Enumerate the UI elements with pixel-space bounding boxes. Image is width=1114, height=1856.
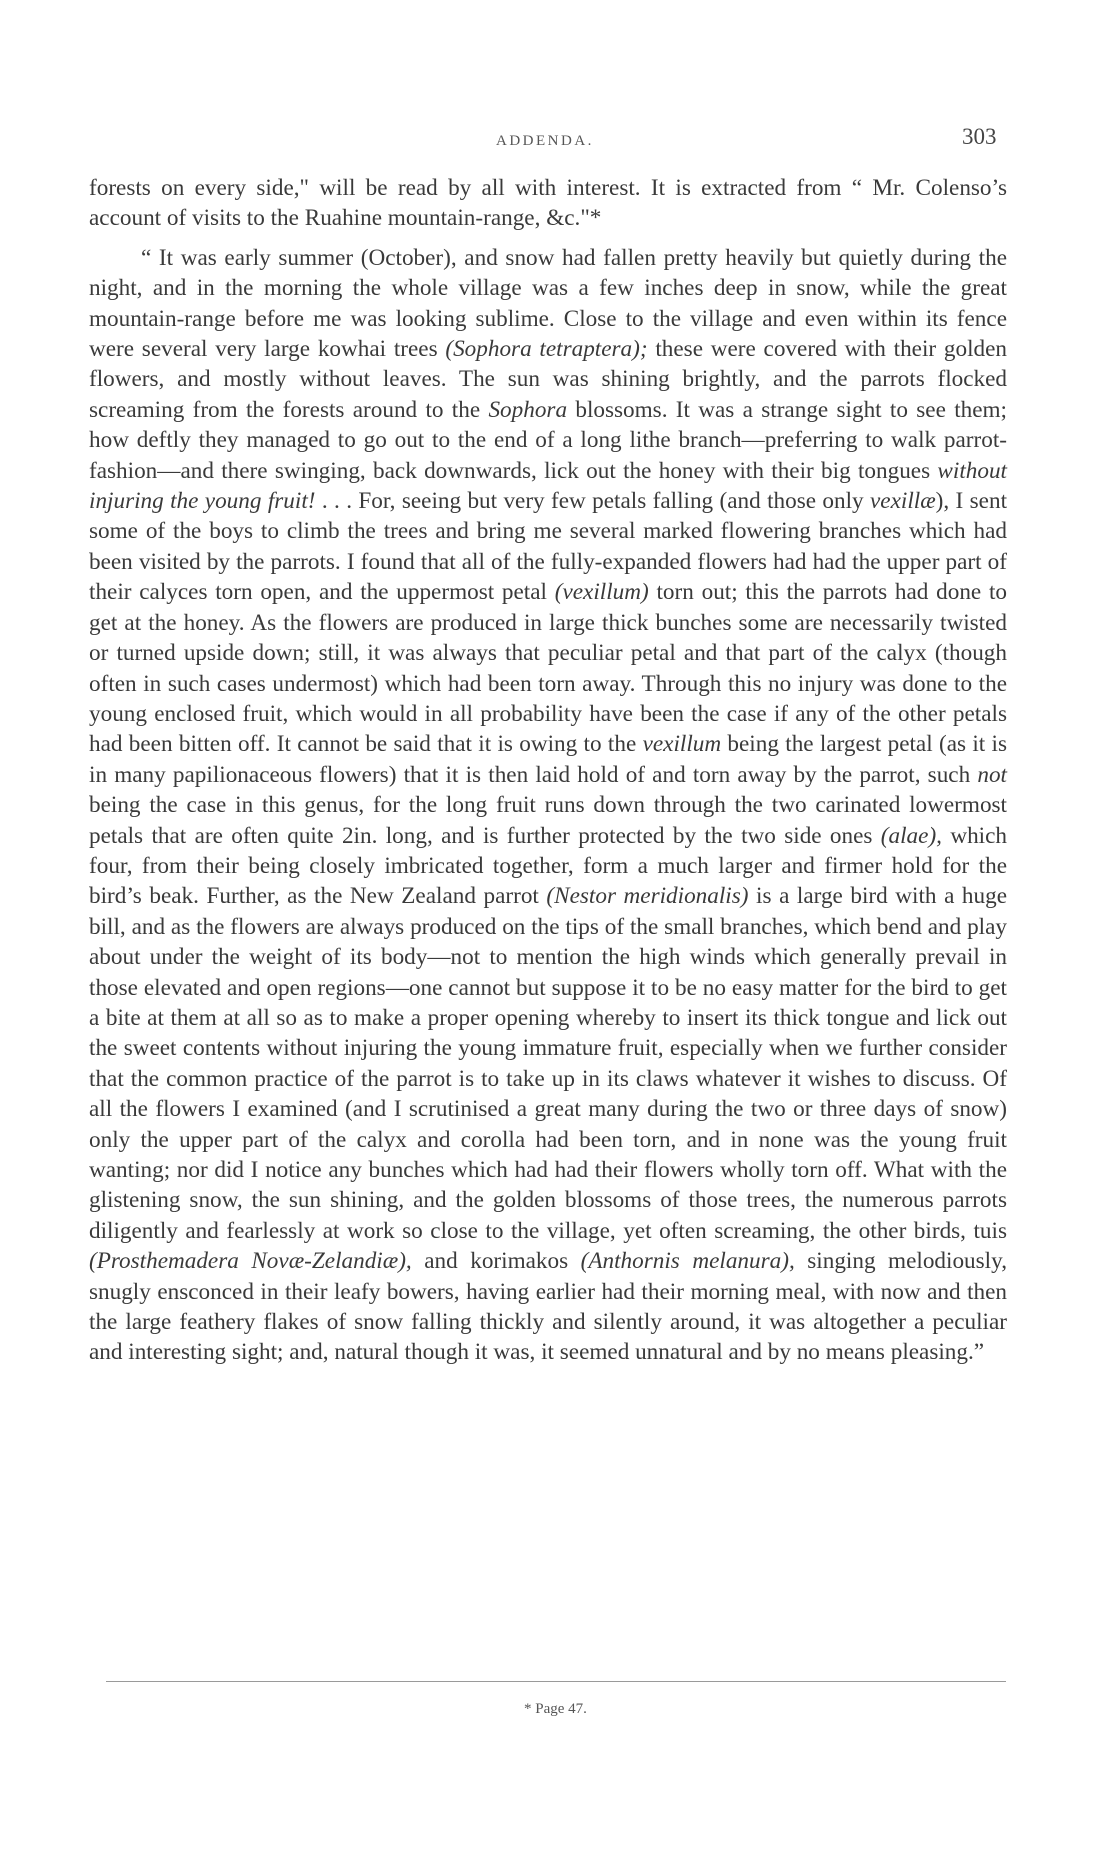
quote-text: “ It was early summer (October), and snow had fallen pretty heavily but quietly during the night, and in the morning the whole village was a few inches deep in snow, while the great mountain-range before me was looking sublime. Close to the village and even within its fence were several very large kowhai trees bbox=[89, 244, 1007, 363]
italic-term: vexillum bbox=[642, 731, 722, 758]
quote-text: blossoms. It was a strange sight to see them; how deftly they managed to go out to the end of a long lithe branch—preferring to walk parrot-fashion—and there swinging, back downwards, lick out the honey with their big tongues bbox=[89, 396, 1007, 484]
page-number: 303 bbox=[962, 124, 997, 149]
italic-term: (Nestor meridionalis) bbox=[546, 883, 749, 910]
italic-term: Sophora bbox=[488, 396, 568, 423]
italic-term: (alae), bbox=[880, 822, 942, 849]
italic-term: (Prosthemadera Novæ-Zelandiæ), bbox=[89, 1248, 412, 1275]
quote-text: torn out; this the parrots had done to get at the honey. As the flowers are produced in large thick bunches some are necessarily twisted or turned upside down; still, it was always that peculiar petal and that part of the calyx (though often in such cases undermost) which had been torn away. Through this no injury was done to the young enclosed fruit, which would in all probability have been the case if any of the other petals had been bitten off. It cannot be said that it is owing to the bbox=[89, 579, 1008, 758]
quote-text: which four, from their being closely imbricated together, form a much larger and firmer hold for the bird’s beak. Further, as the New Zealand parrot bbox=[89, 822, 1007, 910]
italic-term: (Sophora tetraptera); bbox=[445, 336, 648, 363]
footnote-divider bbox=[106, 1681, 1006, 1682]
intro-text: forests on every side," will be read by all with interest. It is extracted from “ Mr. Colenso’s account of visits to the Ruahine mountain-range, &c." bbox=[89, 175, 1007, 232]
intro-paragraph bbox=[89, 173, 1007, 234]
footnote-marker: * bbox=[589, 205, 602, 232]
quote-paragraph bbox=[89, 243, 1007, 1368]
footnote: * Page 47. bbox=[524, 1701, 587, 1717]
quote-text: singing melodiously, snugly ensconced in their leafy bowers, having earlier had their morning meal, with now and then the large feathery flakes of snow falling thickly and silently around, it was altogether a peculiar and interesting sight; and, natural though it was, it seemed unnatural and by no means pleasing.” bbox=[89, 1248, 1007, 1366]
italic-term: vexillæ bbox=[870, 488, 936, 515]
quote-text: and korimakos bbox=[411, 1248, 581, 1275]
body-text bbox=[89, 173, 1007, 1368]
quote-text: is a large bird with a huge bill, and as the flowers are always produced on the tips of the small branches, which bend and play about under the weight of its body—not to mention the high winds which generally prevail in those elevated and open regions—one cannot but suppose it to be no easy matter for the bird to get a bite at them at all so as to make a proper opening whereby to insert its thick tongue and lick out the sweet contents without injuring the young immature fruit, especially when we further consider that the common practice of the parrot is to take up in its claws whatever it wishes to discuss. Of all the flowers I examined (and I scrutinised a great many during the two or three days of snow) only the upper part of the calyx and corolla had been torn, and in none was the young fruit wanting; nor did I notice any bunches which had had their flowers wholly torn off. What with the glistening snow, the sun shining, and the golden blossoms of those trees, the numerous parrots diligently and fearlessly at work so close to the village, yet often screaming, the other birds, tuis bbox=[89, 883, 1008, 1244]
italic-term: (Anthornis melanura), bbox=[580, 1248, 795, 1275]
quote-text: being the largest petal (as it is in many papilionaceous flowers) that it is then laid hold of and torn away by the parrot, such bbox=[89, 731, 1007, 788]
italic-term: (vexillum) bbox=[554, 579, 649, 606]
quote-text: being the case in this genus, for the long fruit runs down through the two carinated lowermost petals that are often quite 2in. long, and is further protected by the two side ones bbox=[89, 792, 1007, 849]
running-head: ADDENDA. bbox=[496, 133, 594, 149]
italic-term: not bbox=[977, 761, 1007, 788]
quote-text: ), I sent some of the boys to climb the trees and bring me several marked flowering branches which had been visited by the parrots. I found that all of the fully-expanded flowers had had the upper part of their calyces torn open, and the uppermost petal bbox=[89, 488, 1008, 606]
italic-term: without injuring the young fruit! bbox=[89, 457, 1007, 515]
quote-text: . . . For, seeing but very few petals falling (and those only bbox=[315, 488, 870, 515]
quote-text: these were covered with their golden flowers, and mostly without leaves. The sun was shining brightly, and the parrots flocked screaming from the forests around to the bbox=[89, 336, 1007, 423]
